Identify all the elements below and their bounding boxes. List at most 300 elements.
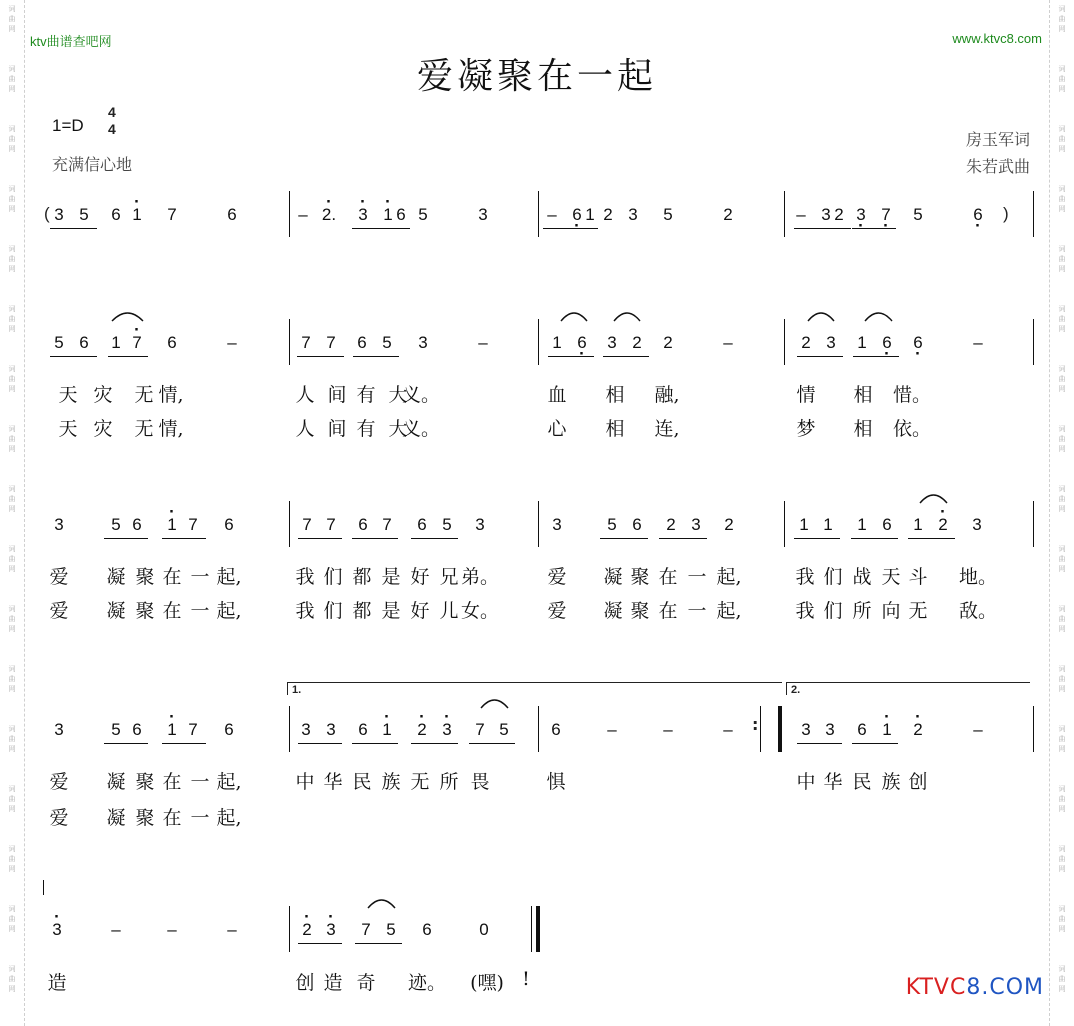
final-bar-thick — [536, 906, 540, 952]
note: 5 — [663, 205, 673, 224]
beam-line — [794, 538, 840, 539]
bar-line — [1033, 191, 1034, 237]
lyric-char: 起, — [716, 566, 742, 588]
note: 2 — [801, 333, 811, 352]
note: 3 — [54, 515, 64, 534]
lyric-char: 一 — [190, 771, 210, 793]
watermark-text: 词 曲 网 — [1058, 5, 1066, 33]
watermark-text: 词 曲 网 — [1058, 125, 1066, 153]
watermark-text: 词 曲 网 — [1058, 545, 1066, 573]
beam-line — [104, 538, 148, 539]
lyric-char: 相 — [605, 384, 625, 406]
lyric-char: 是 — [381, 600, 401, 622]
note: · 2 — [938, 515, 947, 535]
repeat-dots: : — [752, 715, 759, 734]
note: 3 — [326, 720, 336, 739]
lyric-char: 爱 — [49, 807, 69, 829]
note: 7 — [382, 515, 392, 534]
note: 6 — [111, 205, 121, 224]
note: 2 — [724, 515, 734, 534]
slur-mark — [918, 489, 949, 505]
lyric-char: 天 — [881, 566, 901, 588]
lyric-char: 中 — [796, 771, 816, 793]
note: 6 — [396, 205, 406, 224]
lyric-char: 造 — [47, 972, 67, 994]
lyric-char: 所 — [439, 771, 459, 793]
note: 6 — [882, 515, 892, 534]
note: 3 — [478, 205, 488, 224]
ktvc8-logo[interactable] — [906, 975, 1044, 1000]
watermark-text: 词 曲 网 — [1058, 485, 1066, 513]
bar-line — [289, 191, 290, 237]
lyric-char: 相 — [853, 384, 873, 406]
watermark-text: 词 曲 网 — [8, 65, 16, 93]
repeat-bar-line — [760, 706, 761, 752]
note: 6 — [167, 333, 177, 352]
note: 7 — [188, 515, 198, 534]
lyric-char: (嘿) — [470, 972, 504, 994]
note: 2 — [603, 205, 613, 224]
note: 3 — [691, 515, 701, 534]
lyric-char: 儿 — [439, 600, 459, 622]
beam-line — [297, 356, 344, 357]
lyric-char: 聚 — [135, 807, 155, 829]
note: 7 · — [881, 205, 890, 225]
note: · 2. — [322, 205, 336, 225]
note: 3 — [54, 205, 64, 224]
note: 5 — [913, 205, 923, 224]
tempo-marking: 充满信心地 — [52, 155, 133, 174]
note: · 3 — [52, 920, 61, 940]
second-ending-label: 2. — [791, 684, 801, 696]
note: · 3 — [358, 205, 367, 225]
slur-mark — [110, 307, 145, 323]
note: 6 — [358, 720, 368, 739]
note: 2 — [632, 333, 642, 352]
watermark-text: 词 曲 网 — [8, 185, 16, 213]
watermark-text: 词 曲 网 — [8, 965, 16, 993]
watermark-text: 词 曲 网 — [8, 905, 16, 933]
time-signature-bottom: 4 — [108, 121, 116, 137]
lyric-char: 义。 — [401, 384, 441, 406]
bar-line — [784, 191, 785, 237]
lyric-char: 我 — [795, 600, 815, 622]
note: 3 — [607, 333, 617, 352]
note: – — [723, 720, 733, 739]
lyric-char: 迹。 — [407, 972, 447, 994]
lyric-char: 梦 — [796, 418, 816, 440]
lyric-char: 族 — [881, 771, 901, 793]
note: 1 — [857, 333, 867, 352]
note: · 7 — [132, 333, 141, 353]
lyric-char: 爱 — [49, 566, 69, 588]
note: – — [478, 333, 488, 352]
note: 5 — [54, 333, 64, 352]
lyric-char: 斗 — [908, 566, 928, 588]
beam-line — [816, 228, 851, 229]
lyric-char: 奇 — [356, 972, 376, 994]
note: · 3 — [442, 720, 451, 740]
final-bar-thin — [531, 906, 532, 952]
system-start-tick — [43, 880, 44, 895]
bar-line — [538, 191, 539, 237]
note: 7 — [167, 205, 177, 224]
note: 5 — [79, 205, 89, 224]
bar-line — [1033, 319, 1034, 365]
note: 2 — [723, 205, 733, 224]
lyric-char: 心 — [547, 418, 567, 440]
lyric-char: 敌。 — [958, 600, 998, 622]
composer: 朱若武曲 — [965, 157, 1030, 176]
lyric-char: 情, — [158, 418, 184, 440]
lyric-char: 一 — [190, 600, 210, 622]
note: 5 — [386, 920, 396, 939]
note: 6 — [224, 720, 234, 739]
lyric-char: 惜。 — [892, 384, 932, 406]
watermark-text: 词 曲 网 — [8, 665, 16, 693]
intro-close-paren: ) — [1003, 204, 1009, 223]
note: · 1 — [882, 720, 891, 740]
lyric-char: 人 — [295, 384, 315, 406]
watermark-text: 词 曲 网 — [1058, 665, 1066, 693]
watermark-text: 词 曲 网 — [8, 245, 16, 273]
note: 5 — [382, 333, 392, 352]
lyric-char: 无 — [908, 600, 928, 622]
lyric-char: 所 — [852, 600, 872, 622]
lyric-char: 凝 — [603, 566, 623, 588]
note: 6 — [857, 720, 867, 739]
lyric-char: 相 — [853, 418, 873, 440]
lyric-char: 大 — [388, 384, 408, 406]
beam-line — [162, 743, 206, 744]
beam-line — [851, 538, 898, 539]
note: 7 — [302, 515, 312, 534]
slur-mark — [559, 307, 589, 323]
lyric-char: 相 — [605, 418, 625, 440]
lyric-char: 一 — [687, 566, 707, 588]
note: 3 — [801, 720, 811, 739]
lyric-char: 起, — [216, 771, 242, 793]
note: – — [723, 333, 733, 352]
beam-line — [853, 356, 899, 357]
bar-line — [538, 319, 539, 365]
watermark-text: 词 曲 网 — [8, 125, 16, 153]
lyric-char: 依。 — [892, 418, 932, 440]
note: · 1 — [382, 720, 391, 740]
note: 2 — [834, 205, 844, 224]
lyric-char: 凝 — [106, 600, 126, 622]
lyric-char: 起, — [216, 807, 242, 829]
lyric-char: 战 — [852, 566, 872, 588]
lyric-char: 一 — [190, 807, 210, 829]
lyric-char: 创 — [908, 771, 928, 793]
note: – — [796, 205, 806, 224]
note: · 1 — [132, 205, 141, 225]
lyric-char: 在 — [162, 600, 182, 622]
note: 3 — [825, 720, 835, 739]
lyric-char: 大 — [388, 418, 408, 440]
note: – — [227, 920, 237, 939]
lyric-char: 在 — [162, 771, 182, 793]
lyric-char: 起, — [216, 600, 242, 622]
note: 1 — [823, 515, 833, 534]
first-ending-bracket — [287, 682, 782, 695]
lyric-char: 们 — [823, 600, 843, 622]
watermark-text: 词 曲 网 — [1058, 425, 1066, 453]
lyric-char: 们 — [323, 600, 343, 622]
beam-line — [659, 538, 707, 539]
lyric-char: 在 — [658, 566, 678, 588]
note: 6 — [132, 720, 142, 739]
watermark-text: 词 曲 网 — [1058, 365, 1066, 393]
time-signature — [108, 104, 116, 138]
beam-line — [569, 228, 598, 229]
beam-line — [353, 356, 399, 357]
lyric-char: 族 — [381, 771, 401, 793]
note: 6 — [422, 920, 432, 939]
beam-line — [298, 743, 342, 744]
beam-line — [469, 743, 515, 744]
lyric-char: 一 — [687, 600, 707, 622]
note: 3 — [475, 515, 485, 534]
watermark-text: 词 曲 网 — [8, 605, 16, 633]
lyric-char: 起, — [716, 600, 742, 622]
watermark-text: 词 曲 网 — [1058, 965, 1066, 993]
lyric-char: 华 — [823, 771, 843, 793]
bar-line — [289, 501, 290, 547]
watermark-text: 词 曲 网 — [1058, 605, 1066, 633]
beam-line — [852, 743, 898, 744]
note: 6 — [227, 205, 237, 224]
note: 3 — [301, 720, 311, 739]
watermark-text: 词 曲 网 — [8, 5, 16, 33]
note: 7 — [188, 720, 198, 739]
lyric-char: 聚 — [135, 566, 155, 588]
lyric-char: 畏 — [470, 771, 490, 793]
note: – — [111, 920, 121, 939]
lyric-char: 爱 — [49, 771, 69, 793]
lyric-char: 血 — [547, 384, 567, 406]
note: – — [973, 333, 983, 352]
note: 6 — [224, 515, 234, 534]
lyric-char: 爱 — [547, 566, 567, 588]
beam-line — [162, 538, 206, 539]
note: · 1 — [167, 720, 176, 740]
lyric-char: 爱 — [49, 600, 69, 622]
bar-line — [784, 501, 785, 547]
lyric-char: 情, — [158, 384, 184, 406]
watermark-text: 词 曲 网 — [8, 545, 16, 573]
note: 3 — [54, 720, 64, 739]
note: 5 — [111, 515, 121, 534]
right-watermark-strip — [1049, 0, 1074, 1026]
watermark-text: 词 曲 网 — [8, 425, 16, 453]
lyric-char: 天 — [58, 418, 78, 440]
note: 6 · — [882, 333, 891, 353]
note: 6 · — [572, 205, 581, 225]
watermark-text: 词 曲 网 — [8, 365, 16, 393]
second-ending-bracket — [786, 682, 1030, 695]
note: 5 — [418, 205, 428, 224]
bar-line — [1033, 706, 1034, 752]
lyric-char: 间 — [327, 418, 347, 440]
lyric-char: 凝 — [106, 771, 126, 793]
note: 6 — [632, 515, 642, 534]
watermark-text: 词 曲 网 — [1058, 305, 1066, 333]
note: 6 — [79, 333, 89, 352]
lyric-char: 弟。 — [460, 566, 500, 588]
slur-mark — [479, 694, 510, 710]
beam-line — [600, 538, 648, 539]
note: – — [663, 720, 673, 739]
lyric-char: 在 — [658, 600, 678, 622]
lyric-char: 造 — [323, 972, 343, 994]
beam-line — [50, 228, 97, 229]
lyric-char: 民 — [352, 771, 372, 793]
lyric-char: 有 — [356, 418, 376, 440]
note: 1 — [913, 515, 923, 534]
lyric-char: 兄 — [439, 566, 459, 588]
watermark-text: 词 曲 网 — [1058, 65, 1066, 93]
lyric-char: 惧 — [546, 771, 566, 793]
bar-line — [538, 706, 539, 752]
logo-part-2: 8.COM — [966, 975, 1044, 1000]
lyric-char: 聚 — [135, 771, 155, 793]
left-watermark-strip — [0, 0, 25, 1026]
lyric-char: 无 — [134, 384, 154, 406]
lyric-char: 爱 — [547, 600, 567, 622]
beam-line — [411, 743, 458, 744]
beam-line — [908, 538, 955, 539]
slur-mark — [612, 307, 642, 323]
lyric-char: 灾 — [93, 384, 113, 406]
note: 1 — [552, 333, 562, 352]
beam-line — [298, 538, 342, 539]
lyric-char: 无 — [410, 771, 430, 793]
note: · 2 — [302, 920, 311, 940]
note: 2 — [663, 333, 673, 352]
lyric-char: 都 — [352, 566, 372, 588]
note: 3 — [628, 205, 638, 224]
note: 0 — [479, 920, 489, 939]
site-name-left[interactable]: ktv曲谱查吧网 — [30, 34, 112, 49]
site-url-right[interactable]: www.ktvc8.com — [952, 31, 1042, 46]
beam-line — [411, 538, 458, 539]
note: · 3 — [326, 920, 335, 940]
note: 6 — [551, 720, 561, 739]
bar-line — [289, 319, 290, 365]
lyric-char: 向 — [881, 600, 901, 622]
watermark-text: 词 曲 网 — [1058, 725, 1066, 753]
lyric-char: 在 — [162, 566, 182, 588]
note: 1 — [111, 333, 121, 352]
note: 7 — [475, 720, 485, 739]
note: · 2 — [913, 720, 922, 740]
watermark-text: 词 曲 网 — [8, 785, 16, 813]
repeat-bar-line — [778, 706, 782, 752]
note: 6 · — [973, 205, 982, 225]
lyric-char: 人 — [295, 418, 315, 440]
watermark-text: 词 曲 网 — [8, 845, 16, 873]
beam-line — [50, 356, 97, 357]
lyric-char: 们 — [823, 566, 843, 588]
note: 5 — [111, 720, 121, 739]
lyric-char: 都 — [352, 600, 372, 622]
lyric-char: 地。 — [958, 566, 998, 588]
lyric-char: 无 — [134, 418, 154, 440]
note: – — [547, 205, 557, 224]
note: 3 — [552, 515, 562, 534]
lyric-char: 聚 — [135, 600, 155, 622]
lyric-char: 好 — [410, 566, 430, 588]
note: 1 — [799, 515, 809, 534]
lyric-char: 凝 — [106, 807, 126, 829]
slur-mark — [863, 307, 894, 323]
beam-line — [298, 943, 342, 944]
lyric-char: 间 — [327, 384, 347, 406]
note: 5 — [499, 720, 509, 739]
lyric-char: 义。 — [401, 418, 441, 440]
note: 6 — [358, 515, 368, 534]
lyric-char: 连, — [654, 418, 680, 440]
note: – — [167, 920, 177, 939]
lyric-char: 好 — [410, 600, 430, 622]
lyric-char: 情 — [796, 384, 816, 406]
lyric-char: 我 — [295, 600, 315, 622]
note: 2 — [666, 515, 676, 534]
lyric-char: 灾 — [93, 418, 113, 440]
watermark-text: 词 曲 网 — [8, 725, 16, 753]
note: 7 — [326, 515, 336, 534]
slur-mark — [366, 894, 397, 910]
lyric-char: 创 — [295, 972, 315, 994]
lyric-char: 我 — [295, 566, 315, 588]
note: 7 — [301, 333, 311, 352]
lyric-char: 们 — [323, 566, 343, 588]
credits — [966, 126, 1030, 180]
watermark-text: 词 曲 网 — [1058, 785, 1066, 813]
beam-line — [352, 743, 398, 744]
intro-open-paren: ( — [44, 204, 50, 223]
note: 6 — [132, 515, 142, 534]
note: – — [298, 205, 308, 224]
beam-line — [352, 538, 398, 539]
beam-line — [852, 228, 896, 229]
lyric-char: 有 — [356, 384, 376, 406]
lyric-char: 凝 — [603, 600, 623, 622]
note: · 1 — [167, 515, 176, 535]
beam-line — [548, 356, 594, 357]
song-title: 爱凝聚在一起 — [416, 56, 657, 97]
note: – — [227, 333, 237, 352]
note: · 2 — [417, 720, 426, 740]
beam-line — [108, 356, 148, 357]
slur-mark — [806, 307, 836, 323]
bar-line — [289, 706, 290, 752]
lyric-char: 天 — [58, 384, 78, 406]
first-ending-label: 1. — [292, 684, 302, 696]
note: 1 — [585, 205, 595, 224]
beam-line — [797, 743, 842, 744]
lyric-char: 凝 — [106, 566, 126, 588]
note: 7 — [361, 920, 371, 939]
note: · 1 — [383, 205, 392, 225]
lyric-char: 女。 — [460, 600, 500, 622]
key-signature: 1=D — [52, 116, 84, 135]
logo-part-1: KTVC — [905, 975, 967, 1000]
lyric-char: ! — [522, 968, 530, 990]
note: 6 · — [913, 333, 922, 353]
